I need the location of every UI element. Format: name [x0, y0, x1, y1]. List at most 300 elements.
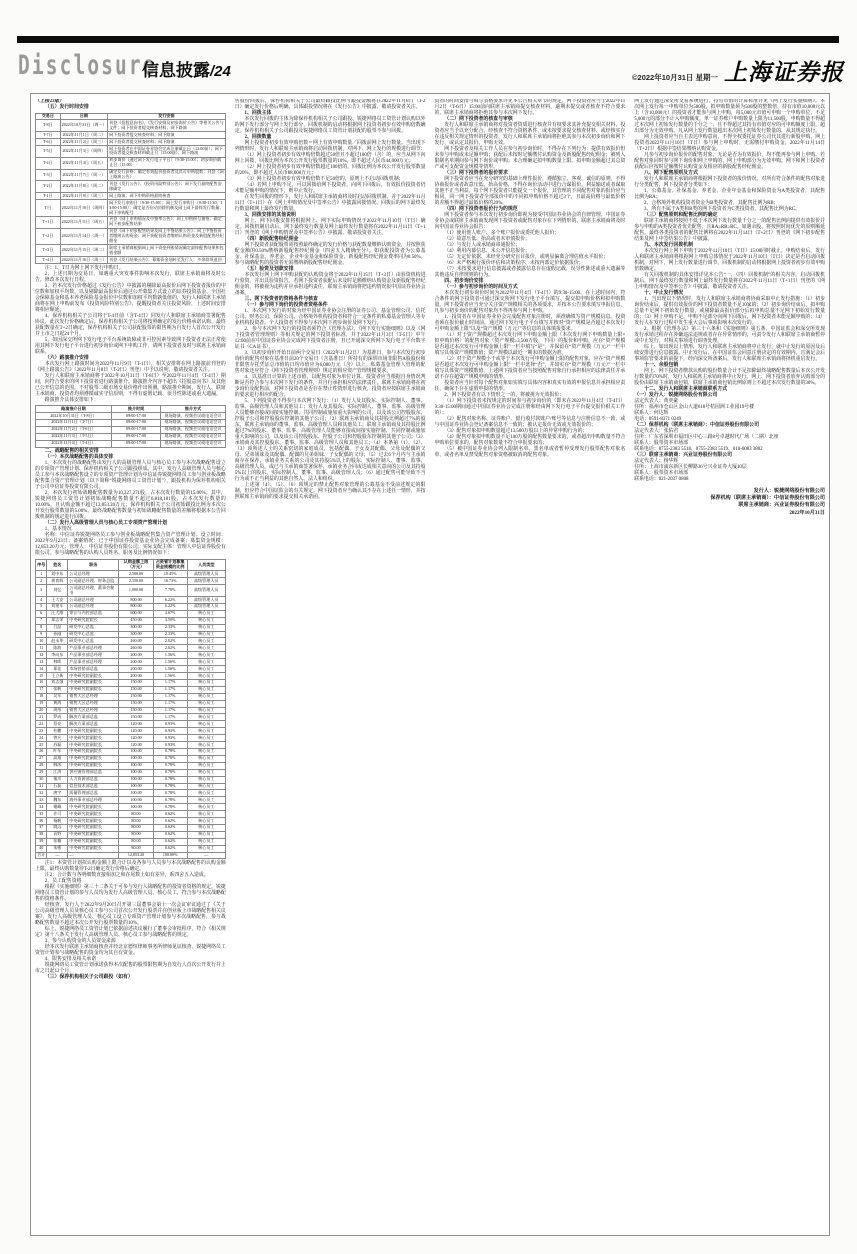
table-cell: 0.62% — [153, 818, 187, 825]
table-cell: 中央研究院副院长 — [68, 811, 119, 818]
paragraph: 网下投资者获配股票需按照最终确定的发行价格与获配数量缴纳认购资金，并按照获配金额的0.50%缴纳新股配售经纪佣金（四舍五入精确至分）。如获配投资者为公募基金、社保基金、养老金、企业年金基金和保险资金，新股配售经纪佣金费率同为0.50%。参与战略配售的投资者无需缴纳新股配售经纪佣金。 — [234, 243, 426, 266]
table-cell: 4 — [36, 597, 47, 604]
contact-line: 法定代表人：黄奕豪 — [634, 399, 679, 404]
section-title — [142, 56, 231, 81]
section-heading: （四）新股配售经纪佣金 — [244, 237, 299, 242]
paragraph: 网下投资者参与本次发行初步询价即视为接受中国证券业协会的自律管理。中国证券业协会或联席主承销商发现网下投资者或配售对象存在下列情形的，联席主承销商将及时向中国证券业协会报告： — [434, 213, 626, 230]
table-cell: 80.00 — [119, 831, 153, 838]
table-cell: 合计 — [37, 852, 46, 858]
table-cell: T-1日 — [36, 193, 61, 200]
section-heading: （一）参与网下询价的投资者资格条件 — [244, 303, 328, 308]
table-cell: 120.00 — [119, 721, 153, 728]
table-cell: 15 — [36, 673, 47, 680]
section-heading: （三）网下投资者的报价要求 — [444, 171, 508, 176]
table-cell: 中央研究院副院长 — [68, 679, 119, 686]
table-row — [36, 603, 226, 610]
paragraph: 注2：合计数与各明细数直接相加之和在尾数上如有差异，系四舍五入造成。 — [44, 872, 209, 878]
paragraph: （1）网下投资者未按规定的时间参与初步询价的（即未在2022年11月4日（T-4日）9:30-15:00期间通过中国证券业协会完成注册和经由网下发行电子平台提交报价相关工作的）； — [434, 399, 626, 416]
table-cell: 核心员工 — [187, 638, 225, 645]
table-cell: 郑志荣 — [47, 617, 68, 624]
table-row — [36, 181, 226, 193]
table-cell: 核心员工 — [187, 838, 225, 845]
table-header-cell: 占资管计划募集资金规模的比例 — [153, 559, 187, 571]
table-cell: 秦川 — [47, 776, 68, 783]
table-cell: 1.56% — [153, 652, 187, 659]
table-cell: 1 — [36, 571, 47, 578]
table-cell: 25 — [36, 742, 47, 749]
table-cell: 现场路演、视频会议或电话会议 — [161, 419, 226, 426]
table-row — [36, 811, 226, 818]
table-cell: 12 — [36, 652, 47, 659]
section-heading: 二、战略配售的相关安排 — [44, 449, 99, 455]
table-cell: 2.33% — [153, 624, 187, 631]
paragraph: 2、上述日期为交易日，如遇重大突发事件影响本次发行，联席主承销商将及时公告，修改本次发行日程。 — [35, 271, 226, 283]
table-cell: 刊登《网上申购情况及中签率公告》；网上申购摇号抽签；确定网下初步配售结果 — [108, 216, 226, 228]
content-box — [30, 93, 830, 1236]
table-cell: 2022年11月10日（周四） — [60, 200, 107, 217]
table-cell: 13 — [36, 659, 47, 666]
table-cell: 核心员工 — [187, 811, 225, 818]
paragraph: （3）配售对象拟申购数量超过13,500万股以上的异常申购行为的； — [444, 429, 588, 434]
table-cell: 销售大区总经理 — [68, 707, 119, 714]
table-cell: 解决方案部总监 — [68, 721, 119, 728]
table-cell: 120.00 — [119, 742, 153, 749]
table-header-cell: 姓名 — [47, 559, 68, 571]
table-cell: T-4日 — [36, 157, 61, 169]
table-cell: 汪大维 — [47, 610, 68, 617]
section-heading: （二）发行人高级管理人员与核心员工专项资产管理计划 — [44, 521, 168, 527]
table-row — [36, 631, 226, 638]
table-cell: 中央研究院副院长 — [68, 762, 119, 769]
table-cell: 谢峰 — [47, 804, 68, 811]
table-cell: 0.93% — [153, 735, 187, 742]
table-cell: 中央研究院副院长 — [68, 686, 119, 693]
table-cell: 1.56% — [153, 673, 187, 680]
paragraph: 1、投资者在中国证券业协会完成配售对象注册时，须准确填写资产规模信息。投资者须在报价截止时间前，通过网下发行电子平台填写并核对“资产规模是否超过本次发行可申购金额上限”以及“资产规模（万元）”等信息的具体填报要求。 — [434, 315, 626, 332]
table-row — [36, 700, 226, 707]
table-cell: 网上路演；网下申购资格最终核查 — [108, 193, 226, 200]
contact-line: （一）发行人：锐捷网络股份有限公司 — [634, 393, 718, 398]
table-cell: 31 — [36, 783, 47, 790]
signature-line: 2022年10月31日 — [789, 509, 825, 516]
table-cell: 80.00 — [119, 818, 153, 825]
table-cell: 核心员工 — [187, 617, 225, 624]
paragraph: 路演推介具体安排如下： — [44, 397, 99, 403]
table-cell: 120.00 — [119, 735, 153, 742]
table-cell: 研发中心总监 — [68, 631, 119, 638]
table-header-cell: 认购金额上限（万元） — [119, 559, 153, 571]
table-cell: 核心员工 — [187, 769, 225, 776]
contact-line: （二）保荐机构（联席主承销商）：中信证券股份有限公司 — [634, 423, 759, 428]
section-heading: 2、回拨数量 — [244, 135, 272, 140]
contact-line: 联系电话：021-2037 0808 — [634, 477, 689, 482]
paragraph: 1、本次网下发行的对象为经中国证券业协会注册的证券公司、基金管理公司、信托公司、财务公司、保险公司、合格境外机构投资者和符合一定条件的私募基金管理人等专业机构投资者，个人投资者不得参与本次网下初步询价及网下发行。 — [234, 309, 426, 326]
table-row — [36, 707, 226, 714]
table-cell: 12,853.20 — [119, 852, 153, 859]
table-cell: 核心员工 — [187, 624, 225, 631]
table-cell: 黄育辉 — [47, 578, 68, 585]
table-cell: 中央研究院副院长 — [68, 742, 119, 749]
table-cell: 2022年11月1日（周二） — [60, 132, 107, 139]
table-cell: 网下发行申购日（9:30-15:00）；网上发行申购日（9:30-11:30，13:00-15:00）；确定是否启动回拨机制及网上网下最终发行数量；网下申购配号 — [109, 199, 224, 215]
table-cell: 0.62% — [153, 838, 187, 845]
paragraph: 发行人和联席主承销商将根据网下投资者的报价情况，对所有符合条件的配售对象进行分类配售，网下投资者分类如下： — [634, 177, 825, 188]
table-cell: 35 — [36, 811, 47, 818]
table-cell: 0.78% — [153, 804, 187, 811]
table-cell: 1.17% — [153, 707, 187, 714]
table-cell: 核心员工 — [187, 721, 225, 728]
table-cell: 16 — [36, 679, 47, 686]
table-cell: 唐宇 — [47, 790, 68, 797]
table-cell: 39 — [36, 838, 47, 845]
table-cell: 150.00 — [119, 686, 153, 693]
table-row — [36, 797, 226, 804]
issue-schedule-table — [35, 113, 226, 265]
table-cell: 100.00 — [119, 762, 153, 769]
table-row — [36, 769, 226, 776]
section-heading: （二）网下投资者的核查与审核 — [444, 117, 513, 122]
table-cell: 公司总经理 — [68, 571, 119, 578]
paragraph: （5）无定价依据、未经充分研究盲目报价，或明显偏离合理估值水平报价； — [444, 255, 609, 260]
table-cell: 杨帆 — [47, 818, 68, 825]
header-right — [632, 54, 844, 87]
column-1 — [35, 99, 226, 1230]
table-cell: T+1日 — [36, 216, 61, 228]
table-row — [36, 845, 226, 852]
table-cell: 刘建军 — [47, 603, 68, 610]
paragraph: 本次发行回拨的主体为除保荐机构相关子公司跟投、锐捷网络员工资管计划认购以外的网下发行部分与网上发行部分，回拨机制的启动将根据网上投资者初步有效申购倍数确定。保荐机构相关子公司跟投及锐捷网络员工资管计划获配的股票不参与回拨。 — [234, 117, 426, 134]
table-cell: 24 — [36, 735, 47, 742]
table-cell: — — [47, 852, 68, 859]
table-row — [36, 157, 226, 169]
table-cell: 人力资源部总监 — [68, 776, 119, 783]
table-cell: 研发中心总监 — [68, 624, 119, 631]
table-cell: 周彤 — [47, 707, 68, 714]
table-cell: 高翔 — [47, 755, 68, 762]
table-cell: 1.17% — [153, 693, 187, 700]
table-cell: 1.17% — [153, 686, 187, 693]
table-cell: 2 — [36, 578, 47, 585]
table-row — [36, 838, 226, 845]
table-cell: 黄海 — [47, 700, 68, 707]
paragraph: （2）网上投资者初步有效申购倍数超过100倍的，回拨比例为本次公开发行股票数量的20%，即不超过人民币88,000万元； — [234, 165, 426, 176]
paragraph: （7）未按要求进行信息披露或者披露信息存在虚假记载、误导性陈述或重大遗漏等其他违反自律规则的行为。 — [434, 267, 626, 278]
table-cell: 100.00 — [119, 748, 153, 755]
section-heading: 十二、发行人和联席主承销商联系方式 — [644, 387, 728, 392]
table-cell: 32 — [36, 790, 47, 797]
paragraph: 2、根据《管理办法》第三十六条和《实施细则》第五条，中国证监会和深交所发现发行承销过程存在涉嫌违法违规或者存在异常情形的，可责令发行人和联席主承销商暂停或中止发行，对相关事项进行调查处理。 — [634, 327, 825, 344]
table-header-row — [36, 406, 226, 413]
section-heading: 3、回拨安排的其他说明 — [244, 213, 296, 218]
table-cell: 260.00 — [119, 638, 153, 645]
table-cell: 高级管理人员 — [187, 585, 225, 597]
section-heading: 四、初步询价安排 — [444, 279, 484, 284]
table-cell: 0.78% — [153, 769, 187, 776]
table-cell: 0.93% — [153, 728, 187, 735]
table-cell: 28 — [36, 762, 47, 769]
paragraph: 售股份回拨后，保荐机构相关子公司最终跟投比例与跟投金额将在2022年11月8日（T-2日）确定发行价格后明确，具体跟投情况将在《发行公告》中披露，敬请投资者关注。 — [234, 99, 426, 110]
table-cell: 2.33% — [153, 631, 187, 638]
contact-line: （三）联席主承销商：兴业证券股份有限公司 — [634, 453, 733, 458]
table-cell: T-3日 — [36, 169, 61, 181]
paragraph: （4）配售对象拟申购数量不足100万股的配售数量要求的，或者超出申购数量不符合申购单位要求的，配售对象数量不符合申报要求的； — [434, 435, 626, 446]
table-row — [36, 257, 226, 264]
table-cell: 网下投资者提交核查材料；网下路演 — [108, 132, 226, 139]
table-cell: 18 — [36, 693, 47, 700]
table-cell: 核心员工 — [187, 645, 225, 652]
paragraph: （2）配售对象名称、证券账户、银行收付款账户/账号等信息与注册信息不一致，或与中国证券业协会登记备案信息不一致的；被认定报价无效或无效报价的； — [434, 417, 626, 428]
table-cell: 刘弘 — [47, 585, 68, 597]
table-cell: 核心员工 — [187, 714, 225, 721]
table-cell: 0.62% — [153, 831, 187, 838]
table-cell: 27 — [36, 755, 47, 762]
section-heading: （四）网下投资者报价行为的规范 — [444, 207, 518, 212]
table-cell: 公司副总经理 — [68, 603, 119, 610]
table-cell: 1.56% — [153, 659, 187, 666]
table-cell: 销售大区总经理 — [68, 693, 119, 700]
contact-line: 联系电话：0755-2383 5518、0755-2383 5519、010-6083 3802 — [634, 447, 763, 452]
paragraph: 网上投资者应当自主表达申购意向，不得全权委托证券公司代其进行新股申购。网上投资者2022年11月10日（T日）参与网上申购时，无需缴付申购资金，2022年11月14日（T+2日）根据中签结果缴纳认购资金。 — [634, 135, 825, 152]
table-cell: 中央研究院副院长 — [68, 735, 119, 742]
table-row — [36, 652, 226, 659]
table-row — [36, 645, 226, 652]
contact-line: 法定代表人：张佑君 — [634, 429, 679, 434]
table-row — [36, 790, 226, 797]
paragraph: （3）网上投资者初步有效申购倍数不足50倍的，原则上不启动回拨机制； — [244, 177, 404, 182]
table-cell: 刊登《网下初步配售结果及网上中签结果公告》；网上中签投资者缴纳认购资金；网下获配投资者缴纳认购资金及新股配售经纪佣金 — [109, 228, 224, 244]
table-row — [36, 728, 226, 735]
paragraph: 综上，锐捷网络员工资管计划已依据前述决议履行了董事会审批程序，符合《相关规定》第十八条关于发行人高级管理人员、核心员工参与战略配售的规定。 — [35, 926, 226, 938]
paragraph: （5）被中国证券业协会列入限制名单、黑名单或者暂停受理发行股票配售对象名单，或者名单及禁受配售对象资格被取消的配售对象。 — [434, 447, 626, 458]
table-cell: 公司副总经理 — [68, 597, 119, 604]
paragraph: 网上投资者初步有效申购倍数＝网上有效申购数量／回拨前网上发行数量。当出现下列情形时，发行人和联席主承销商将启动回拨机制，对网下、网上发行的规模进行调节： — [234, 141, 426, 152]
table-cell: 0.78% — [153, 776, 187, 783]
table-cell: 09:00-17:00 — [111, 413, 160, 420]
column-2 — [235, 99, 426, 1230]
table-cell: 1,000.00 — [119, 585, 153, 597]
table-cell: 150.00 — [119, 679, 153, 686]
table-cell: 质量管理部总监 — [68, 790, 119, 797]
paragraph: 4、限售安排及相关承诺 — [44, 956, 97, 962]
table-row — [36, 638, 226, 645]
table-cell: 2022年11月16日（周三） — [61, 256, 107, 262]
table-cell: 苏磊 — [47, 742, 68, 749]
paragraph: 网下投资者应当在充分研究的基础上理性报价，遵循独立、客观、诚信的原则，不得协商报价或者故意压低、抬高价格，不得在询价活动中进行合谋报价、利益输送或者谋取其他不正当利益。每个网下投资者只能提交一个报价，其管理的不同配售对象的报价应当相同。同一网下投资者全部报价中的不同拟申购价格不超过3个，且最高价格与最低价格的差额不得超过最低价格的20%。 — [434, 177, 626, 206]
table-cell: 许可 — [47, 811, 68, 818]
table-cell: 核心员工 — [187, 748, 225, 755]
table-cell: 审计与内控部总监 — [68, 610, 119, 617]
table-row — [36, 245, 226, 257]
paragraph: 名称：中信证券锐捷网络员工参与创业板战略配售集合资产管理计划；设立时间：2022年9月23日；备案情况：已于中国证券投资基金业协会完成备案；募集资金规模：12,853.20万元；管理人：中信证券股份有限公司；实际支配主体：管理人中信证券股份有限公司。参与战略配售的认购人员姓名、职务及比例情况如下： — [35, 533, 226, 557]
table-cell: 现场路演、视频会议或电话会议 — [161, 413, 226, 420]
table-cell: 解决方案部总监 — [68, 714, 119, 721]
table-cell: 陈波 — [47, 645, 68, 652]
table-cell: 200.00 — [119, 659, 153, 666]
table-cell: 100.00 — [119, 790, 153, 797]
section-heading: （一）参与初步询价的时间及方式 — [444, 285, 518, 290]
signature-block — [634, 488, 825, 517]
paragraph: 3、参与认购资金的人员资金来源 — [44, 938, 116, 944]
section-heading: （六）路演推介安排 — [44, 355, 89, 361]
table-cell: 300.00 — [119, 631, 153, 638]
table-cell: 2022年11月3日（T-5日） — [36, 433, 112, 440]
table-row — [36, 831, 226, 838]
table-cell: 8 — [36, 624, 47, 631]
table-cell: 信息技术部总监 — [68, 783, 119, 790]
table-cell: 产品事业部总经理 — [68, 659, 119, 666]
table-header-cell: 推介时间 — [111, 406, 160, 413]
table-cell: 刊登《发行结果公告》；募集资金划转至发行人；多余款项退回 — [108, 257, 226, 264]
paragraph: 2、合格境外机构投资者资金为B类投资者，其配售比例为RB； — [644, 201, 779, 206]
table-cell: 09:00-17:00 — [111, 426, 160, 433]
paragraph: 本次发行网上网下申购获配的认购资金将于2022年11月15日（T+3日）由验资机构进行验资，并出具验资报告。若网下投资者获配后未及时足额缴纳认购资金及新股配售经纪佣金的，将被视为违约并应承担违约责任，联席主承销商将把违约情况报中国证券业协会备案。 — [234, 273, 426, 296]
table-cell: 核心员工 — [187, 818, 225, 825]
table-cell: 2022年11月8日（周二） — [60, 181, 107, 193]
paragraph: 有关回拨机制的具体安排详见本公告“一、（四）回拨机制”的相关内容。启动回拨机制后，网下最终发行数量和网上最终发行数量将在2022年11月11日（T+1日）刊登的《网上申购情况及中签率公告》中披露，敬请投资者关注。 — [634, 273, 825, 290]
table-cell: 19.45% — [153, 571, 187, 578]
table-cell: 核心员工 — [187, 845, 225, 852]
table-header-cell: 人员类型 — [187, 559, 225, 571]
table-cell: 09:00-17:00 — [111, 440, 160, 447]
table-cell: 核心员工 — [187, 693, 225, 700]
table-cell: 中央研究院副院长 — [68, 804, 119, 811]
table-cell: 09:00-17:00 — [111, 433, 160, 440]
paragraph: 1、当出现以下情况时，发行人和联席主承销商将协商采取中止发行措施：（1）初步询价结束后，提供有效报价的网下投资者数量不足10家的；（2）初步询价结束后，拟申购总量不足网下初始发行数量，或剔除最高报价部分后拟申购总量不足网下初始发行数量的；（3）网上申购不足，申购不足部分向网下回拨后，网下投资者未能足额申购的；（4）发行人在发行过程中发生重大会后事项影响本次发行的。 — [634, 297, 825, 326]
table-cell: T+4日 — [36, 257, 61, 264]
table-row — [36, 585, 226, 597]
table-cell: 21 — [36, 714, 47, 721]
table-cell: 高级管理人员 — [187, 603, 225, 610]
table-cell: 中央研究院副院长 — [68, 818, 119, 825]
signature-line: 保荐机构（联席主承销商）：中信证券股份有限公司 — [710, 495, 825, 502]
employee-placement-table — [35, 559, 226, 860]
table-cell: 市场营销部总监 — [68, 666, 119, 673]
masthead-english: Disclosure — [18, 50, 157, 81]
table-cell: 魏东 — [47, 797, 68, 804]
table-cell: 0.62% — [153, 811, 187, 818]
table-row — [36, 783, 226, 790]
table-cell: 2,150.00 — [119, 578, 153, 585]
signature-line: 联席主承销商：兴业证券股份有限公司 — [738, 502, 825, 509]
table-cell: T-7日 — [36, 132, 61, 139]
paragraph: 凡参与初步询价报价的配售对象，无论是否为有效报价，均不能再参与网上申购。若配售对象同时参与网下询价和网上申购的，网上申购部分为无效申购。网下和网上投资者获配后应按时足额缴付认购资金及相应的新股配售经纪佣金。 — [634, 153, 825, 170]
table-cell: 核心员工 — [187, 742, 225, 749]
table-cell: 09:00-17:00 — [111, 419, 160, 426]
paragraph: 2、网下投资者有以下情形之一的，将被视为无效报价： — [444, 393, 565, 398]
table-cell: 26 — [36, 748, 47, 755]
table-cell: 确定发行价格；确定有效报价投资者及其可申购股数；刊登《网上路演公告》 — [109, 169, 224, 180]
table-cell: 22 — [36, 721, 47, 728]
paragraph: 经核查，发行人于2022年9月20日召开第三届董事会第十一次会议审议通过了《关于公司高级管理人员及核心员工参与公司首次公开发行股票并在创业板上市战略配售相关议案》，发行人高级管理人员、核心员工设立专项资产管理计划参与本次战略配售，参与战略配售数量不超过本次公开发行股票数量的10%。 — [35, 902, 226, 926]
table-cell: — — [68, 852, 119, 859]
table-cell: 150.00 — [119, 700, 153, 707]
table-cell: 高级管理人员 — [187, 571, 225, 578]
table-header-cell: 序号 — [36, 559, 47, 571]
section-heading: （三）配售原则和配售比例的确定 — [644, 213, 718, 218]
table-cell: 100.00 — [119, 797, 153, 804]
table-cell: 2022年10月31日（周一） — [60, 120, 107, 132]
table-cell: 200.00 — [119, 666, 153, 673]
paragraph: （上接23版） — [35, 99, 65, 104]
table-cell: 0.78% — [153, 762, 187, 769]
table-cell: 联席主承销商根据网上网下资金到账情况确定最终配售结果和包销金额 — [109, 244, 224, 255]
table-row — [36, 714, 226, 721]
paragraph: 锐捷网络员工资管计划承诺获得本次配售的股票限售期为自发行人首次公开发行并上市之日起12个月。 — [35, 962, 226, 974]
table-cell: 2,500.00 — [119, 571, 153, 578]
section-title-text: 信息披露 — [142, 61, 210, 80]
table-row — [36, 228, 226, 245]
table-cell: 2022年11月4日（T-4日） — [36, 440, 112, 447]
table-row — [36, 193, 226, 200]
table-cell: 100.00 — [119, 755, 153, 762]
table-cell: 江涛 — [47, 769, 68, 776]
section-heading: 十一、余股包销 — [644, 363, 679, 368]
table-header-row — [36, 559, 226, 571]
table-cell: 吴军 — [47, 693, 68, 700]
table-cell: — — [187, 852, 225, 859]
table-row — [36, 440, 226, 447]
table-cell: 150.00 — [119, 714, 153, 721]
paragraph: （1）使用他人账户、多个账户报价或委托他人报价； — [444, 231, 560, 236]
table-cell: 核心员工 — [187, 728, 225, 735]
table-row — [36, 169, 226, 181]
table-cell: 现场路演、视频会议或电话会议 — [161, 433, 226, 440]
contact-line: 联系人：股票资本市场部 — [634, 441, 689, 446]
paragraph: 3、若本次发行价格超过《发行公告》中披露的剔除最高报价后网下投资者报价的中位数和加权平均数，以及剔除最高报价后通过公开募集方式设立的证券投资基金、全国社会保障基金和基本养老保险基金报价中位数和加权平均数孰低值的，发行人和联席主承销商将在网上申购前发布《投资风险特别公告》，提醒投资者关注投资风险，上述时间安排将相应顺延。 — [35, 283, 226, 313]
table-cell: 中央研究院副院长 — [68, 728, 119, 735]
table-cell: 80.00 — [119, 845, 153, 852]
table-header-cell: 职务 — [68, 559, 119, 571]
table-cell: 核心员工 — [187, 707, 225, 714]
table-cell: 30 — [36, 776, 47, 783]
table-cell: 19 — [36, 700, 47, 707]
table-cell: 核心员工 — [187, 652, 225, 659]
contact-line: 住所：上海市浦东新区长柳路36号兴业证券大厦10层 — [634, 465, 747, 470]
paragraph: 联席主承销商将按照不低于本次网下发行数量千分之一的配售比例向提供有效报价并参与申购的A类投资者优先配售，且RA≥RB≥RC。如遇余股，将按照时间优先的原则顺延配售。最终各类投资者的配售比例将在2022年11月14日（T+2日）刊登的《网下初步配售结果及网上中签结果公告》中披露。 — [634, 219, 825, 242]
table-cell: 核心员工 — [187, 673, 225, 680]
table-row — [36, 200, 226, 217]
table-cell: 中央研究院副院长 — [68, 838, 119, 845]
table-cell: 100.00 — [119, 804, 153, 811]
table-cell: 3.50% — [153, 617, 187, 624]
table-cell: 核心员工 — [187, 735, 225, 742]
table-row — [36, 804, 226, 811]
table-cell: 网下投资者提交核查材料；网下路演 — [108, 139, 226, 146]
section-heading: （一）本次战略配售的具体安排 — [44, 455, 114, 461]
paragraph: （6）未严格履行报价评估和决策程序、未按内部定价依据报价； — [444, 261, 584, 266]
paragraph: 在发生回拨的情形下，发行人和联席主承销商将及时启动回拨机制，并于2022年11月11日（T+1日）在《网上申购情况及中签率公告》中披露回拨情况、回拨后的网下最终发行数量和网上最终发行数量。 — [234, 195, 426, 212]
table-cell: 38 — [36, 831, 47, 838]
table-cell: 0.78% — [153, 790, 187, 797]
paragraph: 1、公募基金、社保基金、养老金、企业年金基金和保险资金为A类投资者，其配售比例为RA； — [634, 189, 825, 200]
table-cell: T-8日 — [36, 120, 61, 132]
table-cell: 17 — [36, 686, 47, 693]
table-row — [36, 721, 226, 728]
table-cell: 中央研究院副院长 — [68, 673, 119, 680]
table-cell: 核心员工 — [187, 679, 225, 686]
paragraph: 3、以初步询价开始日前两个交易日（2022年11月2日）为基准日，参与本次发行初步询价的配售对象在基准日前20个交易日（含基准日）所持有的深圳市场非限售A股股份和非限售存托凭证总市值的日均市值应为6,000万元（含）以上。私募基金管理人管理的配售对象还应符合《网下投资者管理规则》规定的相应资产管理规模要求。 — [234, 351, 426, 374]
table-row — [36, 824, 226, 831]
table-cell: 核心员工 — [187, 686, 225, 693]
table-cell: 核心员工 — [187, 700, 225, 707]
paragraph: 本次发行网上网下申购于2022年11月10日（T日）15:00同时截止。申购结束后，发行人和联席主承销商将根据网上申购总体情况于2022年11月10日（T日）决定是否启动回拨机制，对网下、网上发行数量进行调节。回拨机制的启动将根据网上投资者初步有效申购倍数确定。 — [634, 249, 825, 272]
table-cell: 0.78% — [153, 797, 187, 804]
paragraph: 发行人和联席主承销商将于2022年10月31日（T-8日）至2022年11月4日（T-4日）期间，向符合要求的网下投资者进行路演推介。路演推介内容不超出《招股意向书》及其他已公开信息的范围，不对股票二级市场交易价格作出预测。路演推介期间，发行人、联席主承销商、投资者均须遵循诚实守信原则，不得有虚假记载、误导性陈述或重大遗漏。 — [35, 373, 226, 397]
table-cell: 0.62% — [153, 824, 187, 831]
table-cell: T+2日 — [36, 228, 61, 245]
table-cell: 80.00 — [119, 824, 153, 831]
table-row — [36, 673, 226, 680]
